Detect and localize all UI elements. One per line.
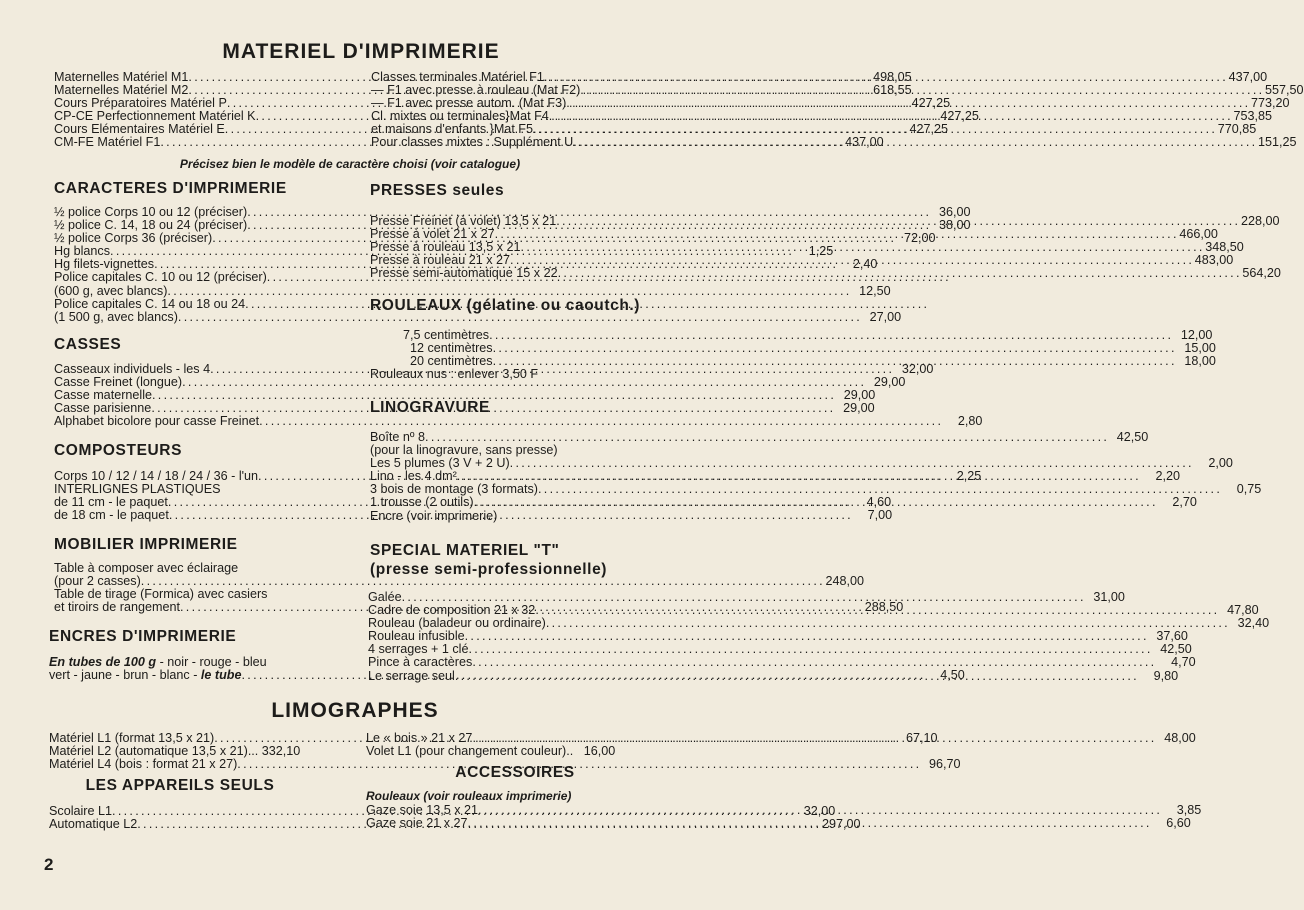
encres-line-2: vert - jaune - brun - blanc - le tube . . . 4,50 [49, 669, 351, 682]
list-item: Le « bois » 21 x 27 . . . 48,00 [366, 732, 664, 745]
list-item: INTERLIGNES PLASTIQUES [54, 482, 221, 497]
list-item: Le serrage seul . . . 9,80 [368, 670, 670, 683]
list-item: Presse à volet 21 x 27 . . . 466,00 [370, 228, 670, 241]
list-item: (1 500 g, avec blancs) . . . 27,00 [54, 311, 351, 324]
list-item: Matériel L4 (bois : format 21 x 27) . . . 96,70 [49, 758, 346, 771]
list-item: 4 serrages + 1 clé . . . 42,50 [368, 643, 670, 656]
list-item: Matériel L2 (automatique 13,5 x 21)... 332,10 [49, 744, 301, 759]
list-item: Maternelles Matériel M2 . . . 618,55 [54, 84, 351, 97]
list-item: ½ police Corps 36 (préciser) . . . 72,00 [54, 232, 351, 245]
list-item: Presse à rouleau 21 x 27 . . . 483,00 [370, 254, 670, 267]
section-title-rouleaux: ROULEAUX (gélatine ou caoutch.) [370, 297, 641, 314]
list-item: Hg filets-vignettes . . . 2,40 [54, 258, 351, 271]
list-item: ½ police C. 14, 18 ou 24 (préciser) . . . 38,00 [54, 219, 351, 232]
list-item: Scolaire L1 . . . 32,00 [49, 805, 346, 818]
list-item: et tiroirs de rangement . . . 288,50 [54, 601, 351, 614]
model-note: Précisez bien le modèle de caractère choisi (voir catalogue) [179, 157, 521, 171]
section-title-mobilier: MOBILIER IMPRIMERIE [54, 536, 238, 553]
list-item: 12 centimètres . . . 15,00 [403, 342, 670, 355]
list-item: Rouleau (baladeur ou ordinaire) . . . 32,40 [368, 617, 670, 630]
accessoires-subtitle: Rouleaux (voir rouleaux imprimerie) [366, 789, 572, 803]
list-item: Boîte nº 8 . . . 42,50 [370, 431, 670, 444]
list-item: 1 trousse (2 outils) . . . 2,70 [370, 496, 670, 509]
list-item: Hg blancs . . . 1,25 [54, 245, 351, 258]
section-title-appareils: LES APPAREILS SEULS [85, 777, 275, 794]
list-item: (pour la linogravure, sans presse) [370, 443, 558, 458]
list-item: Casseaux individuels - les 4 . . . 32,00 [54, 363, 351, 376]
rouleaux-list [403, 328, 1216, 369]
list-item: et maisons d'enfants }Mat F5 . . . 770,85 [371, 123, 671, 136]
section-title-composteurs: COMPOSTEURS [54, 442, 183, 459]
page-number: 2 [44, 855, 54, 874]
section-title-caracteres: CARACTERES D'IMPRIMERIE [54, 180, 287, 197]
list-item: Presse à rouleau 13,5 x 21 . . . 348,50 [370, 241, 670, 254]
list-item: Cl. mixtes ou terminales}Mat F4 . . . 753,85 [371, 110, 671, 123]
list-item: 7,5 centimètres . . . 12,00 [403, 329, 670, 342]
list-item: Cours Préparatoires Matériel P . . . 427,25 [54, 97, 351, 110]
list-item: Maternelles Matériel M1 . . . 498,05 [54, 71, 351, 84]
encres-line-1: En tubes de 100 g - noir - rouge - bleu [49, 655, 267, 669]
rouleaux-nus-note: Rouleaux nus : enlever 3,50 F [370, 367, 539, 381]
section-title-accessoires: ACCESSOIRES [455, 764, 575, 781]
list-item: Pince à caractères . . . 4,70 [368, 656, 670, 669]
page-title: MATERIEL D'IMPRIMERIE [222, 40, 500, 63]
list-item: ½ police Corps 10 ou 12 (préciser) . . . 36,00 [54, 206, 351, 219]
list-item: CP-CE Perfectionnement Matériel K . . . 427,25 [54, 110, 351, 123]
list-item: Casse maternelle . . . 29,00 [54, 389, 351, 402]
list-item: de 18 cm - le paquet . . . 7,00 [54, 509, 351, 522]
list-item: Casse Freinet (longue) . . . 29,00 [54, 376, 351, 389]
section-title-limographes: LIMOGRAPHES [271, 699, 439, 722]
list-item: 20 centimètres . . . 18,00 [403, 355, 670, 368]
section-title-linogravure: LINOGRAVURE [370, 399, 490, 416]
list-item: Casse parisienne . . . 29,00 [54, 402, 351, 415]
list-item: Corps 10 / 12 / 14 / 18 / 24 / 36 - l'un . . . 2,25 [54, 470, 351, 483]
list-item: CM-FE Matériel F1 . . . 437,00 [54, 136, 351, 149]
section-title-encres: ENCRES D'IMPRIMERIE [49, 628, 237, 645]
list-item: — F1 avec presse autom. (Mat F3) . . . 773,20 [371, 97, 671, 110]
list-item: de 11 cm - le paquet . . . 4,60 [54, 496, 351, 509]
list-item: Lino - les 4 dm² . . . 2,20 [370, 470, 670, 483]
list-item: Presse semi-automatique 15 x 22 . . . 564,20 [370, 267, 670, 280]
list-item: Cours Elémentaires Matériel E . . . 427,25 [54, 123, 351, 136]
list-item: 3 bois de montage (3 formats) . . . 0,75 [370, 483, 670, 496]
list-item: Alphabet bicolore pour casse Freinet . . . 2,80 [54, 415, 351, 428]
section-title-presses: PRESSES seules [370, 182, 505, 199]
section-title-special: SPECIAL MATERIEL "T" [370, 542, 560, 559]
list-item: — F1 avec presse à rouleau (Mat F2) . . . 557,50 [371, 84, 671, 97]
list-item: Gaze soie 21 x 27 . . . 6,60 [366, 817, 664, 830]
list-item: Police capitales C. 14 ou 18 ou 24 . . . [54, 298, 351, 311]
list-item: Les 5 plumes (3 V + 2 U) . . . 2,00 [370, 457, 670, 470]
list-item: Encre (voir imprimerie) [370, 508, 498, 523]
list-item: Galée . . . 31,00 [368, 591, 670, 604]
section-subtitle-special: (presse semi-professionnelle) [370, 561, 608, 578]
list-item: (pour 2 casses) . . . 248,00 [54, 575, 351, 588]
list-item: Volet L1 (pour changement couleur).. 16,00 [366, 744, 616, 759]
list-item: Matériel L1 (format 13,5 x 21) . . . 67,10 [49, 732, 346, 745]
list-item: Police capitales C. 10 ou 12 (préciser) . . . [54, 271, 351, 284]
list-item: Cadre de composition 21 x 32 . . . 47,80 [368, 604, 670, 617]
list-item: Table à composer avec éclairage [54, 561, 239, 575]
list-item: (600 g, avec blancs) . . . 12,50 [54, 285, 351, 298]
list-item: Classes terminales Matériel F1 . . . 437,00 [371, 71, 671, 84]
list-item: Table de tirage (Formica) avec casiers [54, 587, 268, 602]
list-item: Automatique L2 . . . 297,00 [49, 818, 346, 831]
list-item: Gaze soie 13,5 x 21 . . . 3,85 [366, 804, 664, 817]
list-item: Pour classes mixtes : Supplément U . . . 151,25 [371, 136, 671, 149]
list-item: Presse Freinet (à volet) 13,5 x 21 . . . 228,00 [370, 215, 670, 228]
list-item: Rouleau infusible . . . 37,60 [368, 630, 670, 643]
section-title-casses: CASSES [54, 336, 122, 353]
